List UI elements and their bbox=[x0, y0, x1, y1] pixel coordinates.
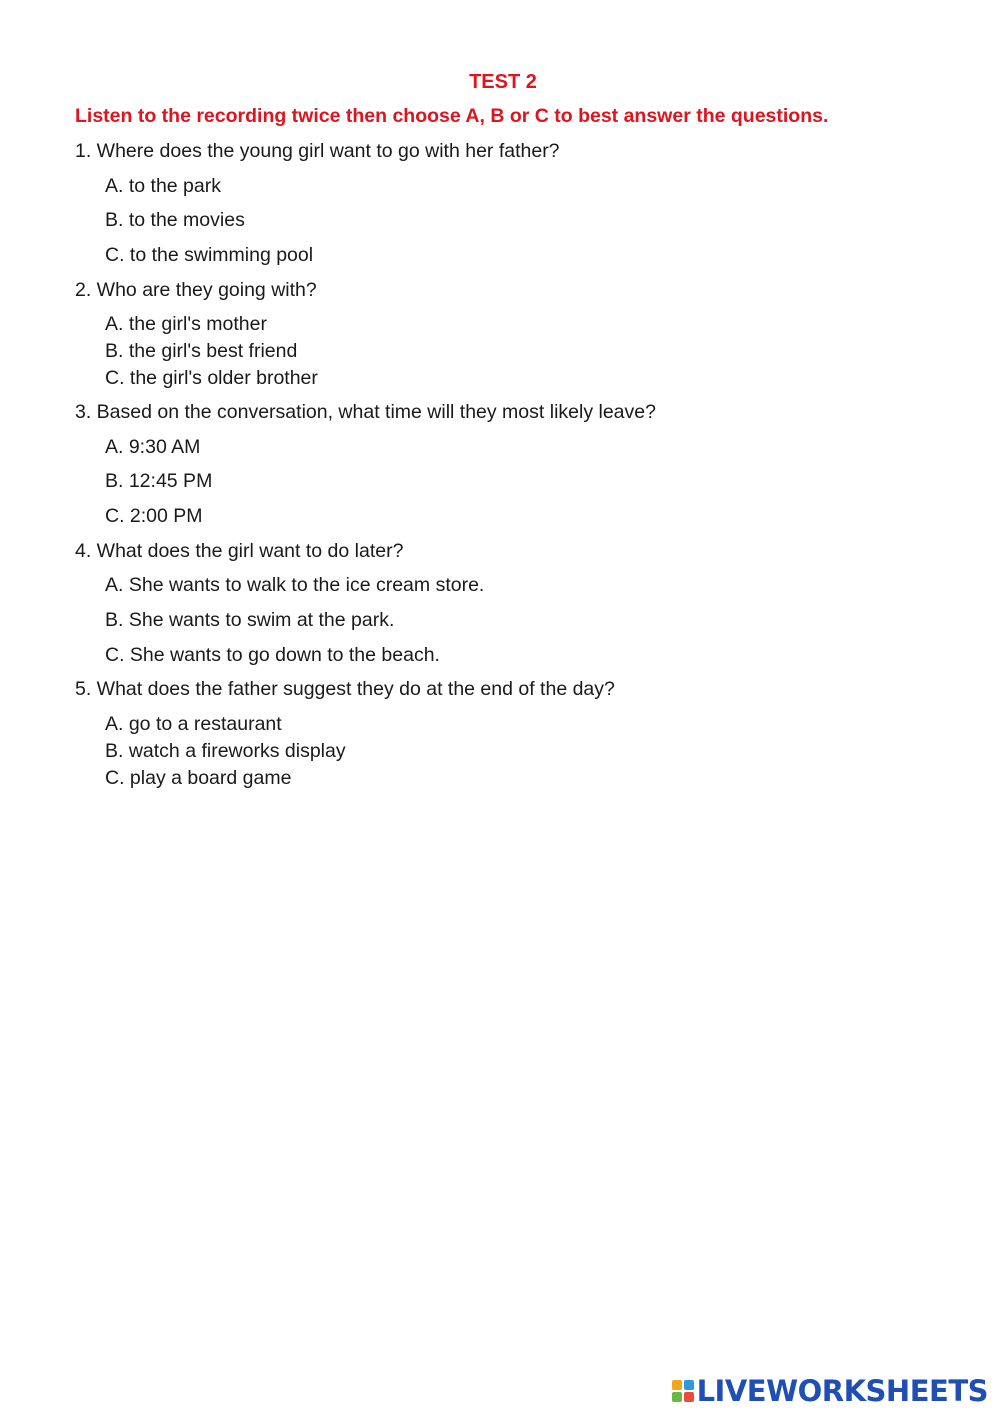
question-3-option-c: C. 2:00 PM bbox=[105, 505, 203, 527]
liveworksheets-brand bbox=[672, 1374, 988, 1408]
instruction-text: Listen to the recording twice then choose A, B or C to best answer the questions. bbox=[75, 105, 829, 127]
logo-tile-4 bbox=[684, 1392, 694, 1402]
question-5-option-b: B. watch a fireworks display bbox=[105, 740, 346, 762]
logo-tile-2 bbox=[684, 1380, 694, 1390]
test-title: TEST 2 bbox=[469, 71, 537, 93]
question-1-option-c: C. to the swimming pool bbox=[105, 244, 314, 266]
question-5-option-c: C. play a board game bbox=[105, 767, 292, 789]
question-2-option-c: C. the girl's older brother bbox=[105, 367, 318, 389]
question-3-option-b: B. 12:45 PM bbox=[105, 470, 213, 492]
question-4-option-b: B. She wants to swim at the park. bbox=[105, 609, 395, 631]
brand-wordmark: LIVEWORKSHEETS bbox=[696, 1374, 988, 1408]
liveworksheets-logo-icon bbox=[672, 1380, 694, 1402]
question-2: 2. Who are they going with? bbox=[75, 279, 317, 301]
logo-tile-3 bbox=[672, 1392, 682, 1402]
question-1-option-b: B. to the movies bbox=[105, 209, 245, 231]
question-4-option-a: A. She wants to walk to the ice cream store. bbox=[105, 574, 485, 596]
logo-tile-1 bbox=[672, 1380, 682, 1390]
question-2-option-b: B. the girl's best friend bbox=[105, 340, 298, 362]
question-4-option-c: C. She wants to go down to the beach. bbox=[105, 644, 440, 666]
question-3-option-a: A. 9:30 AM bbox=[105, 436, 201, 458]
question-1: 1. Where does the young girl want to go with her father? bbox=[75, 140, 560, 162]
question-2-option-a: A. the girl's mother bbox=[105, 313, 267, 335]
question-5-option-a: A. go to a restaurant bbox=[105, 713, 282, 735]
question-1-option-a: A. to the park bbox=[105, 175, 221, 197]
question-3: 3. Based on the conversation, what time will they most likely leave? bbox=[75, 401, 656, 423]
question-4: 4. What does the girl want to do later? bbox=[75, 540, 404, 562]
question-5: 5. What does the father suggest they do at the end of the day? bbox=[75, 678, 615, 700]
